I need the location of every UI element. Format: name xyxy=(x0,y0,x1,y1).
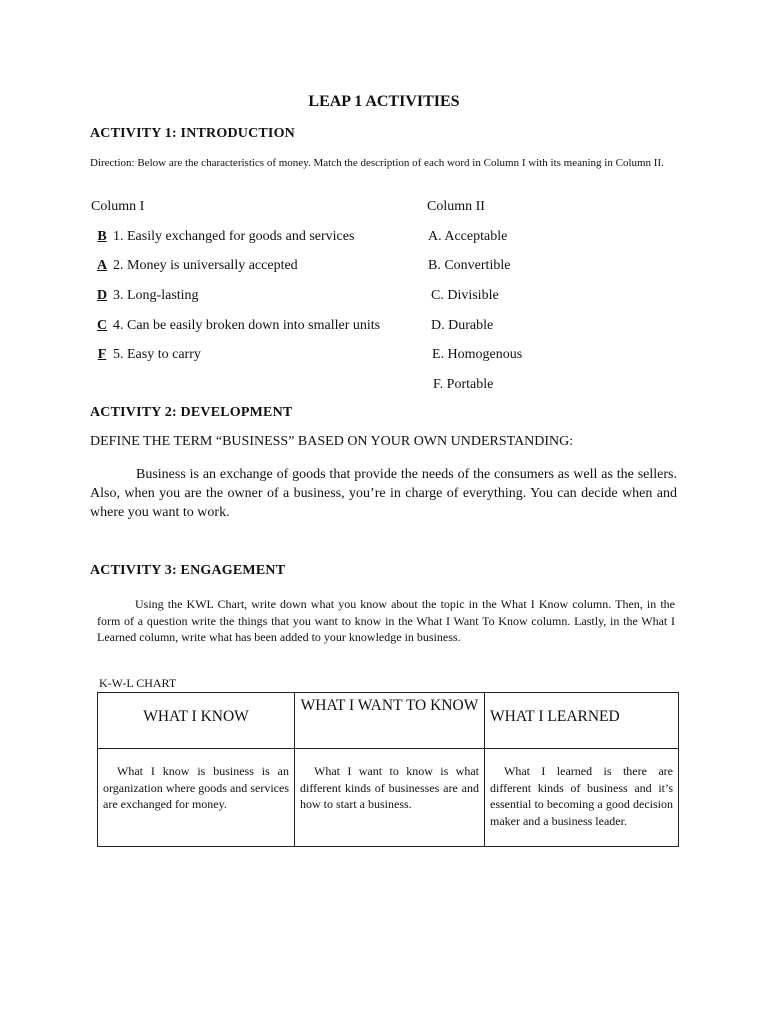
kwl-cell-know: What I know is business is an organization where goods and services are exchanged for money. xyxy=(98,749,295,847)
activity2-prompt: DEFINE THE TERM “BUSINESS” BASED ON YOUR OWN UNDERSTANDING: xyxy=(90,434,574,449)
column1-item xyxy=(91,347,201,363)
column2-item: F. Portable xyxy=(433,377,494,392)
item-text: 1. Easily exchanged for goods and services xyxy=(113,229,355,244)
kwl-chart xyxy=(97,692,679,847)
activity1-direction: Direction: Below are the characteristics of money. Match the description of each word in Column I with its meaning in Column II. xyxy=(90,157,664,169)
column1-item xyxy=(91,258,298,274)
item-text: 5. Easy to carry xyxy=(113,347,201,362)
activity3-instructions: Using the KWL Chart, write down what you know about the topic in the What I Know column. Then, in the form of a question write the things that you want to know in the What I Want To Know column. Lastly, in the What I Learned column, write what has been added to your knowledge in business. xyxy=(97,597,675,644)
kwl-header-row xyxy=(98,693,679,749)
activity3-heading: ACTIVITY 3: ENGAGEMENT xyxy=(90,563,286,578)
column1-item xyxy=(91,229,354,245)
answer-blank[interactable]: A xyxy=(96,258,108,273)
activity2-answer: Business is an exchange of goods that provide the needs of the consumers as well as the sellers. Also, when you are the owner of a business, you’re in charge of everything. You can decide when and where you want to work. xyxy=(90,467,677,520)
column1-label: Column I xyxy=(91,199,145,214)
activity1-heading: ACTIVITY 1: INTRODUCTION xyxy=(90,126,295,141)
column1-item xyxy=(91,318,380,334)
answer-blank[interactable]: B xyxy=(97,229,107,244)
column2-item: B. Convertible xyxy=(428,258,511,273)
kwl-cell-learned: What I learned is there are different kinds of business and it’s essential to becoming a good decision maker and a business leader. xyxy=(485,749,679,847)
kwl-chart-label: K-W-L CHART xyxy=(99,676,177,690)
column2-label: Column II xyxy=(427,199,485,214)
column2-item: E. Homogenous xyxy=(432,347,523,362)
column1-item xyxy=(91,288,199,304)
answer-blank[interactable]: C xyxy=(96,318,108,333)
column2-item: D. Durable xyxy=(431,318,494,333)
kwl-header-know: WHAT I KNOW xyxy=(98,693,295,749)
activity2-heading: ACTIVITY 2: DEVELOPMENT xyxy=(90,405,293,420)
column2-item: A. Acceptable xyxy=(428,229,508,244)
item-text: 4. Can be easily broken down into smaller units xyxy=(113,318,381,333)
page-title: LEAP 1 ACTIVITIES xyxy=(308,93,460,110)
item-text: 2. Money is universally accepted xyxy=(113,258,298,273)
column2-item: C. Divisible xyxy=(431,288,499,303)
kwl-cell-want: What I want to know is what different kinds of businesses are and how to start a business. xyxy=(295,749,485,847)
kwl-header-want: WHAT I WANT TO KNOW xyxy=(295,693,485,749)
item-text: 3. Long-lasting xyxy=(113,288,199,303)
answer-blank[interactable]: F xyxy=(97,347,107,362)
answer-blank[interactable]: D xyxy=(96,288,108,303)
kwl-header-learned: WHAT I LEARNED xyxy=(485,693,679,749)
kwl-body-row xyxy=(98,749,679,847)
